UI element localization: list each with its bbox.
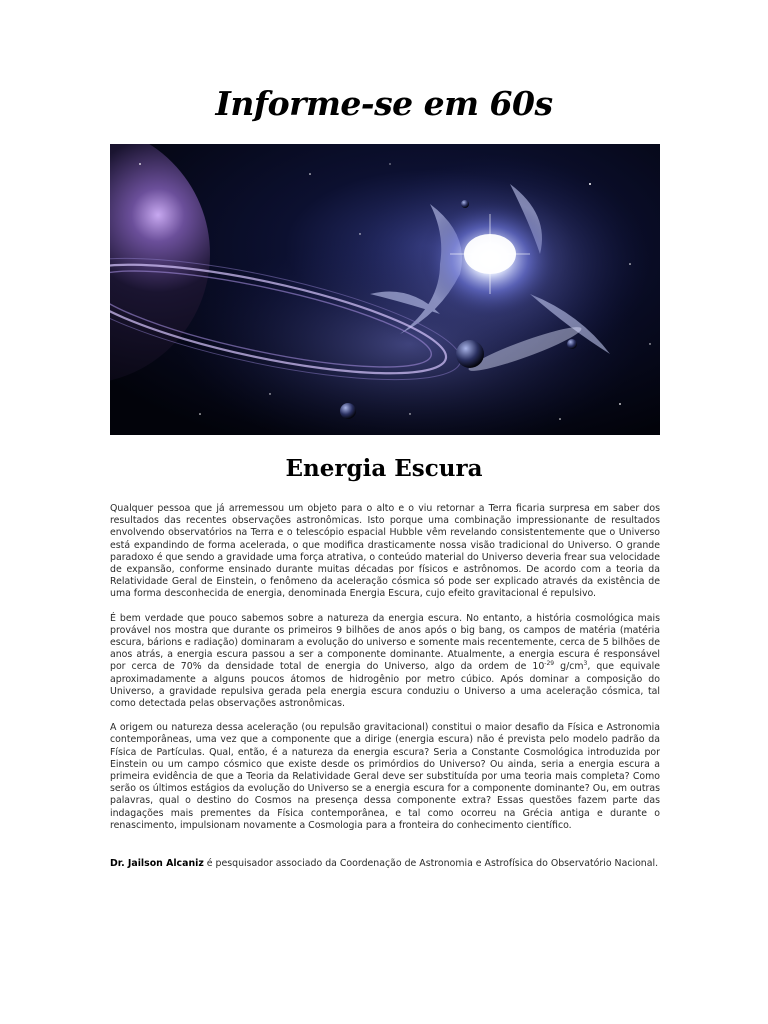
space-scene-icon [110,144,660,435]
paragraph-1: Qualquer pessoa que já arremessou um objeto para o alto e o viu retornar a Terra ficaria surpresa em saber dos resultados das recentes observações astronômicas. Isto porque uma combinação impressionante de resultados envolvendo observatórios na Terra e o telescópio espacial Hubble vêm revelando consistentemente que o Universo está expandindo de forma acelerada, o que modifica drasticamente nossa visão tradicional do Universo. O grande paradoxo é que sendo a gravidade uma força atrativa, o conteúdo material do Universo deveria frear sua velocidade de expansão, conforme ensinado durante muitas décadas por físicos e astrônomos. De acordo com a teoria da Relatividade Geral de Einstein, o fenômeno da aceleração cósmica só pode ser explicado através da existência de uma forma desconhecida de energia, denominada Energia Escura, cujo efeito gravitacional é repulsivo. [110,503,660,600]
space-scene-image [110,144,660,435]
paragraph-2 [110,613,660,711]
page-title: Informe-se em 60s [215,84,553,123]
paragraph-2-text-a: É bem verdade que pouco sabemos sobre a natureza da energia escura. No entanto, a história cosmológica mais provável nos mostra que durante os primeiros 9 bilhões de anos após o big bang, os campos de matéria (matéria escura, bárions e radiação) dominaram a evolução do universo e somente mais recentemente, cerca de 5 bilhões de anos atrás, a energia escura passou a ser a componente dominante. Atualmente, a energia escura é responsável por cerca de 70% da densidade total de energia do Universo, algo da ordem de 10 [110,612,660,673]
paragraph-2-unit-exponent: 3 [583,660,588,668]
paragraph-2-unit: g/cm [554,661,584,673]
paragraph-3: A origem ou natureza dessa aceleração (ou repulsão gravitacional) constitui o maior desafio da Física e Astronomia contemporâneas, uma vez que a componente que a dirige (energia escura) não é prevista pelo modelo padrão da Física de Partículas. Qual, então, é a natureza da energia escura? Seria a Constante Cosmológica introduzida por Einstein ou um campo cósmico que existe desde os primórdios do Universo? Ou ainda, seria a energia escura a primeira evidência de que a Teoria da Relatividade Geral deve ser substituída por uma teoria mais completa? Como serão os últimos estágios da evolução do Universo se a energia escura for a componente dominante? Ou, em outras palavras, qual o destino do Cosmos na presença dessa componente extra? Essas questões fazem parte das indagações mais prementes da Física contemporânea, e tal como ocorreu na Grécia antiga e durante o renascimento, impulsionam novamente a Cosmologia para a fronteira do conhecimento científico. [110,722,660,831]
author-name: Dr. Jailson Alcaniz [110,858,204,870]
author-bio: é pesquisador associado da Coordenação de Astronomia e Astrofísica do Observatório Nacional. [203,858,659,870]
paragraph-2-text-b: , que equivale aproximadamente a alguns poucos átomos de hidrogênio por metro cúbico. Após dominar a composição do Universo, a gravidade repulsiva gerada pela energia escura conduziu o Universo a uma aceleração cósmica, tal como detectada pelas observações astronômicas. [110,661,660,710]
paragraph-2-exponent: -29 [544,660,555,668]
section-title: Energia Escura [285,455,483,482]
article-body [110,503,660,882]
author-note [110,858,660,870]
